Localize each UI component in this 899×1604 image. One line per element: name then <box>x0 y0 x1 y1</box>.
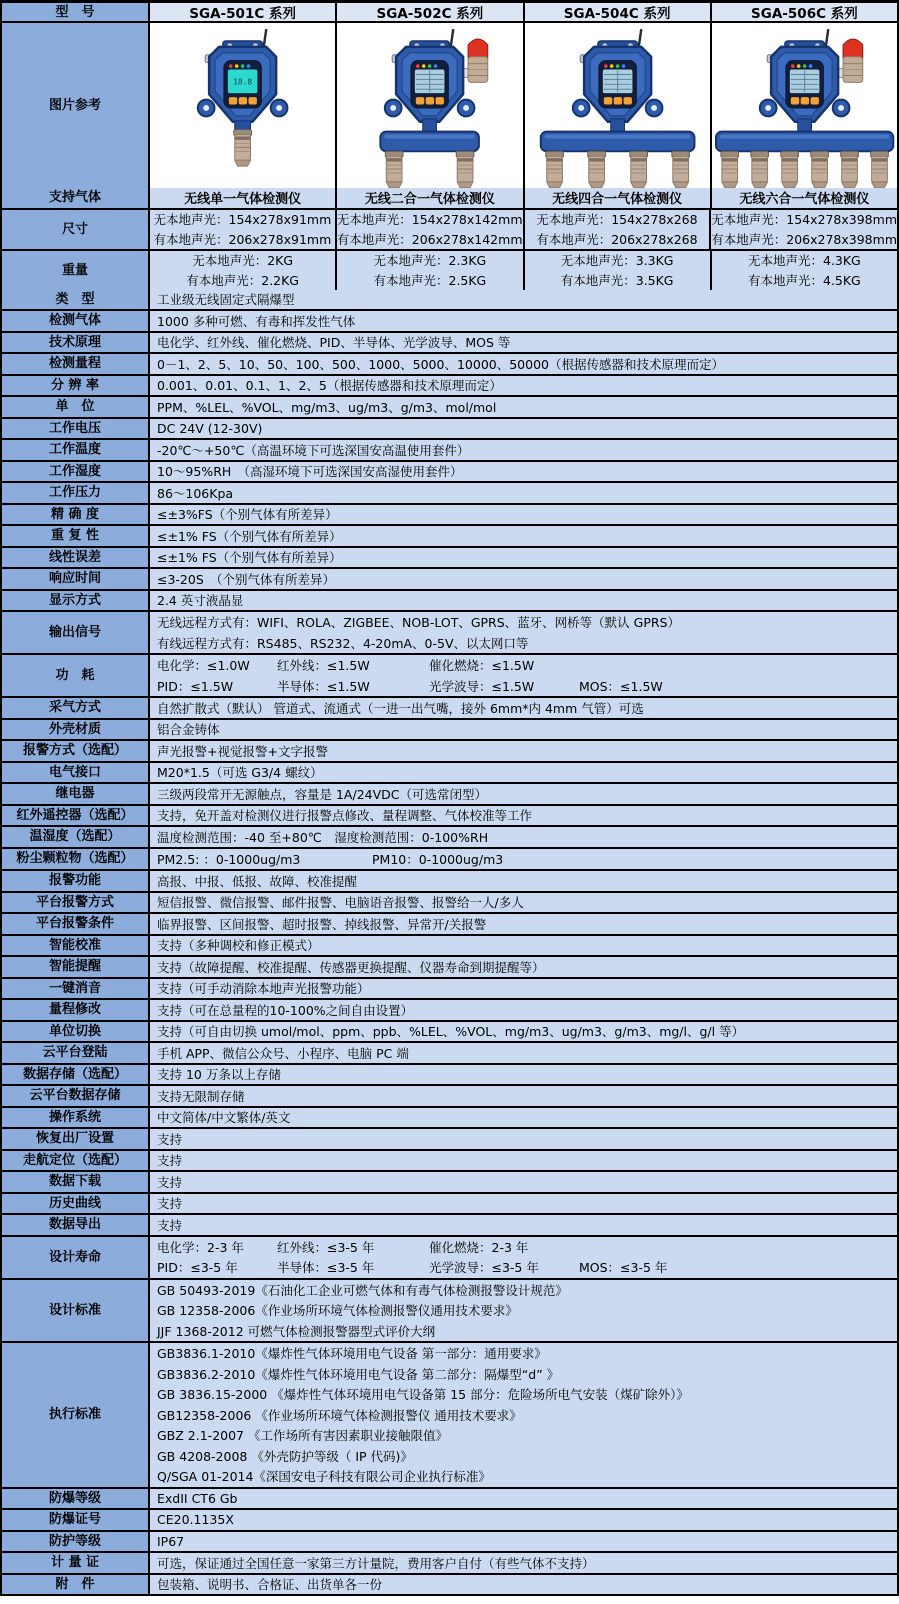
cell-line: 2.4 英寸液晶显 <box>157 593 244 609</box>
row-value <box>150 612 897 653</box>
row-value <box>150 827 897 847</box>
cell-segment: 红外线：≤3-5 年 <box>277 1239 375 1255</box>
cell-line <box>157 655 897 676</box>
sga-501c-device <box>150 23 335 188</box>
row-value <box>150 419 897 439</box>
cell-line: Q/SGA 01-2014《深国安电子科技有限公司企业执行标准》 <box>157 1469 491 1485</box>
row-label: 走航定位（选配） <box>2 1151 150 1171</box>
cell-line: 工业级无线固定式隔爆型 <box>157 292 295 308</box>
cell-line: 三级两段常开无源触点，容量是 1A/24VDC（可选常闭型） <box>157 786 487 802</box>
cell-segment: 电化学：≤1.0W <box>157 658 250 674</box>
row-value <box>523 188 710 208</box>
row-value <box>150 763 897 783</box>
row-value <box>150 311 897 331</box>
row-value <box>150 333 897 353</box>
row-value <box>710 251 897 290</box>
sga-502c-device <box>337 23 522 188</box>
cell-line: 可选，保证通过全国任意一家第三方计量院，费用客户自付（有些气体不支持） <box>157 1555 595 1571</box>
row-label: 粉尘颗粒物（选配） <box>2 849 150 870</box>
row-value <box>523 251 710 290</box>
cell-line: 包装箱、说明书、合格证、出货单各一份 <box>157 1577 383 1593</box>
row-label: 电气接口 <box>2 763 150 783</box>
row-value <box>150 1532 897 1552</box>
cell-line: 无本地声光：154x278x268 <box>536 212 698 228</box>
row-label: 重量 <box>2 251 150 290</box>
spec-row-18 <box>2 718 897 740</box>
spec-row-29 <box>2 955 897 977</box>
cell-line: 声光报警+视觉报警+文字报警 <box>157 743 328 759</box>
spec-row-36 <box>2 1106 897 1128</box>
row-label: 工作电压 <box>2 419 150 439</box>
row-label: 防爆证号 <box>2 1510 150 1530</box>
cell-line: GB3836.2-2010《爆炸性气体环境用电气设备 第二部分：隔爆型“d” 》 <box>157 1366 560 1382</box>
row-value <box>150 210 335 249</box>
spec-row-15 <box>2 610 897 653</box>
spec-row-26 <box>2 891 897 913</box>
row-value <box>150 1553 897 1573</box>
spec-row-40 <box>2 1192 897 1214</box>
row-value <box>150 548 897 568</box>
row-label: 类 型 <box>2 290 150 310</box>
spec-row-16 <box>2 653 897 696</box>
spec-row-42 <box>2 1235 897 1278</box>
cell-line: 无本地声光：154x278x398mm <box>711 212 897 228</box>
cell-line: 支持（故障提醒、校准提醒、传感器更换提醒、仪器寿命到期提醒等） <box>157 959 545 975</box>
row-value <box>150 569 897 589</box>
model-header-sga-504c: SGA-504C 系列 <box>523 3 710 21</box>
spec-row-14 <box>2 589 897 611</box>
row-value <box>150 914 897 934</box>
spec-row-9 <box>2 481 897 503</box>
image-row-label: 图片参考 <box>2 23 150 188</box>
row-label: 分 辨 率 <box>2 376 150 396</box>
row-label: 计 量 证 <box>2 1553 150 1573</box>
row-value <box>150 1151 897 1171</box>
row-value <box>150 440 897 460</box>
cell-line: 手机 APP、微信公众号、小程序、电脑 PC 端 <box>157 1045 409 1061</box>
row-value <box>523 210 710 249</box>
row-value <box>150 741 897 761</box>
cell-segment: 光学波导：≤1.5W <box>429 678 535 694</box>
spec-row-47 <box>2 1530 897 1552</box>
row-label: 技术原理 <box>2 333 150 353</box>
model-header-sga-501c: SGA-501C 系列 <box>150 3 335 21</box>
row-value <box>150 893 897 913</box>
cell-line: GB12358-2006 《作业场所环境气体检测报警仪 通用技术要求》 <box>157 1407 522 1423</box>
row-label: 工作湿度 <box>2 462 150 482</box>
row-value <box>150 397 897 417</box>
row-label: 智能校准 <box>2 936 150 956</box>
cell-line: 支持 10 万条以上存储 <box>157 1067 281 1083</box>
row-label: 历史曲线 <box>2 1194 150 1214</box>
cell-line: 温度检测范围：-40 至+80℃ 湿度检测范围：0-100%RH <box>157 829 489 845</box>
row-value <box>150 505 897 525</box>
cell-line: GB 12358-2006《作业场所环境气体检测报警仪通用技术要求》 <box>157 1303 518 1319</box>
sga-506c-device <box>712 23 897 188</box>
row-label: 响应时间 <box>2 569 150 589</box>
cell-line: GB 4208-2008 《外壳防护等级（ IP 代码)》 <box>157 1448 413 1464</box>
row-value <box>335 188 522 208</box>
cell-line: 1000 多种可燃、有毒和挥发性气体 <box>157 313 356 329</box>
cell-line: ExdII CT6 Gb <box>157 1490 238 1506</box>
row-label: 重 复 性 <box>2 526 150 546</box>
cell-line: 有本地声光：3.5KG <box>560 272 674 288</box>
row-value <box>335 251 522 290</box>
spec-row-44 <box>2 1341 897 1487</box>
cell-line: 有本地声光：206x278x91mm <box>153 231 332 247</box>
cell-line: GBZ 2.1-2007 《工作场所有害因素职业接触限值》 <box>157 1428 448 1444</box>
row-label: 采气方式 <box>2 698 150 718</box>
spec-row-24 <box>2 847 897 870</box>
cell-line: ≤±3%FS（个别气体有所差异） <box>157 507 338 523</box>
cell-line: 无线远程方式有：WIFI、ROLA、ZIGBEE、NOB-LOT、GPRS、蓝牙、网桥等（默认 GPRS） <box>157 615 680 631</box>
cell-segment: 电化学：2-3 年 <box>157 1239 244 1255</box>
row-label: 平台报警条件 <box>2 914 150 934</box>
cell-line <box>157 1237 897 1258</box>
row-label: 继电器 <box>2 784 150 804</box>
row-label: 检测气体 <box>2 311 150 331</box>
spec-row-38 <box>2 1149 897 1171</box>
row-value <box>150 354 897 374</box>
row-label: 数据导出 <box>2 1215 150 1235</box>
row-label: 工作压力 <box>2 483 150 503</box>
product-image-cell <box>150 23 335 188</box>
row-label: 支持气体 <box>2 188 150 208</box>
weight-row <box>2 249 897 290</box>
row-value <box>150 462 897 482</box>
spec-row-25 <box>2 869 897 891</box>
row-label: 单位切换 <box>2 1022 150 1042</box>
spec-row-5 <box>2 395 897 417</box>
cell-line: 有本地声光：206x278x398mm <box>711 231 897 247</box>
cell-line: 临界报警、区间报警、超时报警、掉线报警、异常开/关报警 <box>157 916 487 932</box>
cell-line: 支持 <box>157 1131 183 1147</box>
spec-row-22 <box>2 804 897 826</box>
row-label: 外壳材质 <box>2 720 150 740</box>
row-value <box>150 483 897 503</box>
cell-line: 有本地声光：206x278x268 <box>536 231 698 247</box>
cell-line: 支持（可自由切换 umol/mol、ppm、ppb、%LEL、%VOL、mg/m3、ug/m3、g/m3、mg/l、g/l 等） <box>157 1024 745 1040</box>
row-value <box>150 1129 897 1149</box>
cell-line: 支持 <box>157 1217 183 1233</box>
cell-segment: PID：≤3-5 年 <box>157 1260 238 1276</box>
cell-line: 支持（可在总量程的10-100%之间自由设置） <box>157 1002 414 1018</box>
row-label: 显示方式 <box>2 591 150 611</box>
row-label: 红外遥控器（选配） <box>2 806 150 826</box>
cell-segment: PM2.5: ：0-1000ug/m3 <box>157 851 301 867</box>
spec-row-41 <box>2 1213 897 1235</box>
row-label: 恢复出厂设置 <box>2 1129 150 1149</box>
cell-line: 有本地声光：206x278x142mm <box>336 231 523 247</box>
spec-row-2 <box>2 331 897 353</box>
row-value <box>150 1172 897 1192</box>
model-header-label: 型 号 <box>2 3 150 21</box>
row-value <box>150 1000 897 1020</box>
spec-row-13 <box>2 567 897 589</box>
spec-row-23 <box>2 825 897 847</box>
product-image-cell <box>335 23 522 188</box>
cell-line: 支持无限制存储 <box>157 1088 245 1104</box>
row-value <box>150 1086 897 1106</box>
cell-line <box>157 1257 897 1278</box>
cell-line: ≤±1% FS（个别气体有所差异） <box>157 528 342 544</box>
row-label: 输出信号 <box>2 612 150 653</box>
row-value <box>150 720 897 740</box>
row-value <box>150 290 897 310</box>
cell-line: 无本地声光：2.3KG <box>373 253 487 269</box>
cell-segment: 半导体：≤1.5W <box>277 678 370 694</box>
spec-row-43 <box>2 1278 897 1342</box>
cell-line: 无本地声光：154x278x91mm <box>153 212 332 228</box>
row-label: 工作温度 <box>2 440 150 460</box>
spec-row-7 <box>2 438 897 460</box>
cell-line: 支持 <box>157 1174 183 1190</box>
row-value <box>150 188 335 208</box>
cell-segment: MOS：≤3-5 年 <box>579 1260 668 1276</box>
spec-row-19 <box>2 739 897 761</box>
cell-line: 无线六合一气体检测仪 <box>739 192 870 208</box>
row-label: 精 确 度 <box>2 505 150 525</box>
row-value <box>335 210 523 249</box>
row-label: 平台报警方式 <box>2 893 150 913</box>
cell-line <box>157 849 897 870</box>
row-value <box>150 655 897 696</box>
row-value <box>150 979 897 999</box>
cell-line: -20℃～+50℃（高温环境下可选深国安高温使用套件） <box>157 442 470 458</box>
cell-line: JJF 1368-2012 可燃气体检测报警器型式评价大纲 <box>157 1323 436 1339</box>
model-header-sga-506c: SGA-506C 系列 <box>710 3 897 21</box>
cell-segment: MOS：≤1.5W <box>579 678 663 694</box>
cell-line: 无本地声光：154x278x142mm <box>336 212 523 228</box>
spec-row-17 <box>2 696 897 718</box>
row-value <box>150 251 335 290</box>
cell-line: 有本地声光：2.5KG <box>373 272 487 288</box>
cell-line: 10～95%RH （高湿环境下可选深国安高湿使用套件） <box>157 464 463 480</box>
row-label: 温湿度（选配） <box>2 827 150 847</box>
cell-line: 短信报警、微信报警、邮件报警、电脑语音报警、报警给一人/多人 <box>157 895 524 911</box>
cell-line: M20*1.5（可选 G3/4 螺纹） <box>157 765 323 781</box>
row-value <box>150 1510 897 1530</box>
cell-line: GB 50493-2019《石油化工企业可燃气体和有毒气体检测报警设计规范》 <box>157 1282 568 1298</box>
row-label: 尺寸 <box>2 210 150 249</box>
spec-row-10 <box>2 503 897 525</box>
row-label: 设计标准 <box>2 1280 150 1342</box>
row-label: 执行标准 <box>2 1343 150 1487</box>
cell-line: 无本地声光：3.3KG <box>560 253 674 269</box>
row-label: 云平台数据存储 <box>2 1086 150 1106</box>
row-value <box>150 806 897 826</box>
cell-line: IP67 <box>157 1533 185 1549</box>
cell-line: 支持（可手动消除本地声光报警功能） <box>157 981 370 997</box>
row-value <box>150 784 897 804</box>
row-value <box>150 1489 897 1509</box>
cell-segment: PM10：0-1000ug/m3 <box>372 851 504 867</box>
row-value <box>150 1237 897 1278</box>
row-value <box>150 376 897 396</box>
cell-segment: 光学波导：≤3-5 年 <box>429 1260 539 1276</box>
row-value <box>150 871 897 891</box>
spec-row-8 <box>2 460 897 482</box>
row-value <box>150 936 897 956</box>
spec-row-39 <box>2 1170 897 1192</box>
spec-row-0 <box>2 290 897 310</box>
spec-row-21 <box>2 782 897 804</box>
spec-row-20 <box>2 761 897 783</box>
spec-row-33 <box>2 1041 897 1063</box>
row-value <box>150 1108 897 1128</box>
spec-row-4 <box>2 374 897 396</box>
cell-line: GB 3836.15-2000 《爆炸性气体环境用电气设备第 15 部分：危险场所电气安装（煤矿除外）》 <box>157 1387 689 1403</box>
row-label: 线性误差 <box>2 548 150 568</box>
row-label: 操作系统 <box>2 1108 150 1128</box>
row-label: 单 位 <box>2 397 150 417</box>
row-value <box>710 188 897 208</box>
row-label: 数据下载 <box>2 1172 150 1192</box>
row-label: 防护等级 <box>2 1532 150 1552</box>
model-header-row <box>2 3 897 21</box>
cell-segment: 半导体：≤3-5 年 <box>277 1260 375 1276</box>
cell-segment: 催化燃烧：≤1.5W <box>429 658 535 674</box>
spec-row-45 <box>2 1487 897 1509</box>
row-value <box>150 1194 897 1214</box>
spec-row-32 <box>2 1020 897 1042</box>
cell-line: 有本地声光：4.5KG <box>747 272 861 288</box>
cell-line: 无本地声光：2KG <box>192 253 294 269</box>
cell-line: 铝合金铸体 <box>157 722 220 738</box>
row-value <box>150 1280 897 1342</box>
spec-row-27 <box>2 912 897 934</box>
cell-line: 高报、中报、低报、故障、校准提醒 <box>157 873 358 889</box>
cell-line: 电化学、红外线、催化燃烧、PID、半导体、光学波导、MOS 等 <box>157 335 511 351</box>
cell-line: DC 24V (12-30V) <box>157 420 263 436</box>
sga-504c-device <box>525 23 710 188</box>
row-label: 云平台登陆 <box>2 1043 150 1063</box>
cell-line: 0.001、0.01、0.1、1、2、5（根据传感器和技术原理而定） <box>157 378 502 394</box>
spec-row-49 <box>2 1573 897 1595</box>
row-value <box>150 1343 897 1487</box>
product-image-cell <box>710 23 897 188</box>
row-label: 一键消音 <box>2 979 150 999</box>
svg-text:18.8: 18.8 <box>233 77 253 87</box>
spec-row-30 <box>2 977 897 999</box>
row-label: 数据存储（选配） <box>2 1065 150 1085</box>
cell-segment: 红外线：≤1.5W <box>277 658 370 674</box>
cell-line: 无线二合一气体检测仪 <box>364 192 495 208</box>
row-value <box>150 1043 897 1063</box>
spec-row-12 <box>2 546 897 568</box>
spec-row-48 <box>2 1551 897 1573</box>
row-label: 量程修改 <box>2 1000 150 1020</box>
row-value <box>150 849 897 870</box>
product-image-cell <box>523 23 710 188</box>
row-label: 功 耗 <box>2 655 150 696</box>
spec-row-35 <box>2 1084 897 1106</box>
row-label: 报警功能 <box>2 871 150 891</box>
dimensions-row <box>2 208 897 249</box>
spec-row-1 <box>2 309 897 331</box>
cell-line: 自然扩散式（默认） 管道式、流通式（一进一出气嘴，接外 6mm*内 4mm 气管）可选 <box>157 700 644 716</box>
spec-row-34 <box>2 1063 897 1085</box>
cell-line: 无线四合一气体检测仪 <box>552 192 683 208</box>
cell-line: 无本地声光：4.3KG <box>747 253 861 269</box>
row-label: 附 件 <box>2 1575 150 1595</box>
row-value <box>150 1022 897 1042</box>
spec-row-6 <box>2 417 897 439</box>
cell-line: 有线远程方式有：RS485、RS232、4-20mA、0-5V、以太网口等 <box>157 635 529 651</box>
row-value <box>150 1065 897 1085</box>
cell-line: ≤3-20S （个别气体有所差异） <box>157 571 336 587</box>
cell-line: 支持（多种调校和修正模式） <box>157 938 320 954</box>
spec-row-37 <box>2 1127 897 1149</box>
cell-line: 支持 <box>157 1153 183 1169</box>
row-value <box>150 1215 897 1235</box>
row-value <box>150 526 897 546</box>
model-header-sga-502c: SGA-502C 系列 <box>335 3 522 21</box>
spec-row-31 <box>2 998 897 1020</box>
cell-line: GB3836.1-2010《爆炸性气体环境用电气设备 第一部分：通用要求》 <box>157 1346 547 1362</box>
cell-line: 有本地声光：2.2KG <box>186 272 299 288</box>
row-value <box>709 210 897 249</box>
spec-row-3 <box>2 352 897 374</box>
row-label: 防爆等级 <box>2 1489 150 1509</box>
cell-line <box>157 676 897 697</box>
cell-line: 支持，免开盖对检测仪进行报警点修改、量程调整、气体校准等工作 <box>157 808 533 824</box>
row-label: 智能提醒 <box>2 957 150 977</box>
cell-segment: 催化燃烧：2-3 年 <box>429 1239 529 1255</box>
row-label: 设计寿命 <box>2 1237 150 1278</box>
cell-line: 0－1、2、5、10、50、100、500、1000、5000、10000、50000（根据传感器和技术原理而定） <box>157 356 724 372</box>
cell-line: 中文简体/中文繁体/英文 <box>157 1110 291 1126</box>
row-label: 报警方式（选配） <box>2 741 150 761</box>
row-label: 检测量程 <box>2 354 150 374</box>
cell-line: 支持 <box>157 1196 183 1212</box>
cell-line: 无线单一气体检测仪 <box>184 192 302 208</box>
cell-segment: PID：≤1.5W <box>157 678 234 694</box>
row-value <box>150 591 897 611</box>
cell-line: 86～106Kpa <box>157 485 234 501</box>
spec-row-11 <box>2 524 897 546</box>
support-gas-row <box>2 188 897 208</box>
cell-line: CE20.1135X <box>157 1512 234 1528</box>
spec-row-28 <box>2 934 897 956</box>
spec-row-46 <box>2 1508 897 1530</box>
cell-line: PPM、%LEL、%VOL、mg/m3、ug/m3、g/m3、mol/mol <box>157 399 497 415</box>
cell-line: ≤±1% FS（个别气体有所差异） <box>157 550 342 566</box>
row-value <box>150 1575 897 1595</box>
row-value <box>150 698 897 718</box>
product-image-row <box>2 21 897 188</box>
row-value <box>150 957 897 977</box>
